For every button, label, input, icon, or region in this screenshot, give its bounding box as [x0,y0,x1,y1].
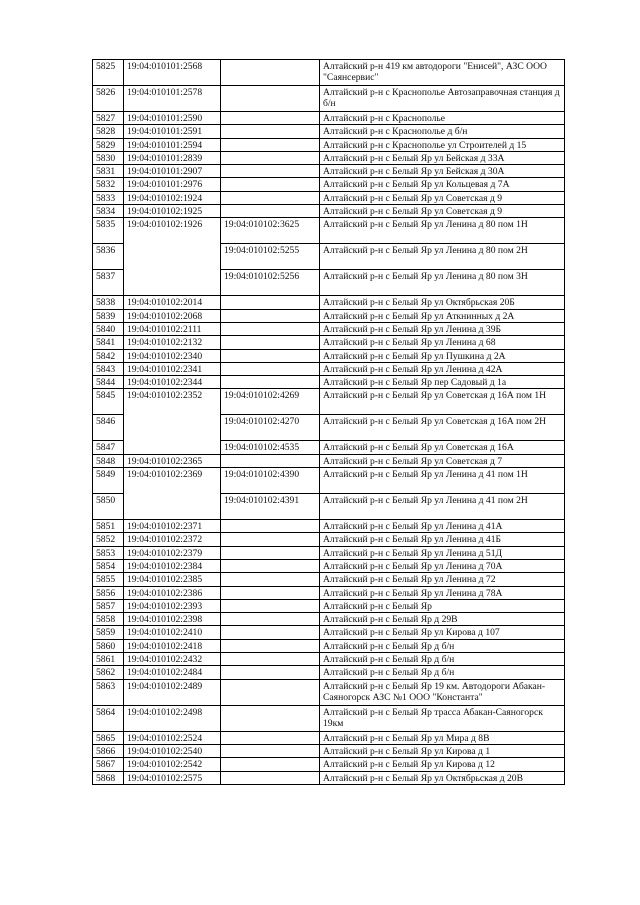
address-cell: Алтайский р-н с Белый Яр ул Советская д 9 [320,191,565,204]
address-cell: Алтайский р-н с Краснополье ул Строителей д 15 [320,138,565,151]
sub-cadastral-number-cell [221,666,320,679]
cadastral-number-cell: 19:04:010102:2068 [124,309,221,322]
cadastral-number-cell: 19:04:010101:2594 [124,138,221,151]
sub-cadastral-number-cell [221,758,320,771]
cadastral-number-cell: 19:04:010101:2839 [124,151,221,164]
row-number-cell: 5848 [93,454,124,467]
table-row [93,191,565,204]
address-cell: Алтайский р-н с Белый Яр 19 км. Автодороги Абакан-Саяногорск АЗС №1 ООО "Константа" [320,679,565,705]
sub-cadastral-number-cell [221,138,320,151]
address-cell: Алтайский р-н с Белый Яр ул Кирова д 1 [320,744,565,757]
row-number-cell: 5838 [93,296,124,309]
address-cell: Алтайский р-н с Краснополье д б/н [320,125,565,138]
cadastral-number-cell: 19:04:010102:2432 [124,653,221,666]
row-number-cell: 5847 [93,441,124,454]
row-number-cell: 5867 [93,758,124,771]
table-row [93,362,565,375]
registry-body [93,60,565,785]
row-number-cell: 5836 [93,244,124,270]
cadastral-number-cell: 19:04:010102:2341 [124,362,221,375]
address-cell: Алтайский р-н с Белый Яр ул Кирова д 107 [320,626,565,639]
sub-cadastral-number-cell [221,362,320,375]
table-row [93,744,565,757]
table-row [93,546,565,559]
sub-cadastral-number-cell [221,520,320,533]
sub-cadastral-number-cell [221,178,320,191]
table-row [93,165,565,178]
sub-cadastral-number-cell [221,626,320,639]
address-cell: Алтайский р-н с Краснополье Автозаправочная станция д б/н [320,86,565,112]
sub-cadastral-number-cell [221,86,320,112]
sub-cadastral-number-cell [221,679,320,705]
row-number-cell: 5865 [93,731,124,744]
address-cell: Алтайский р-н с Белый Яр д б/н [320,666,565,679]
cadastral-number-cell: 19:04:010101:2568 [124,60,221,86]
sub-cadastral-number-cell [221,191,320,204]
row-number-cell: 5859 [93,626,124,639]
row-number-cell: 5855 [93,573,124,586]
sub-cadastral-number-cell: 19:04:010102:5256 [221,270,320,296]
row-number-cell: 5862 [93,666,124,679]
cadastral-number-cell: 19:04:010102:2365 [124,454,221,467]
cadastral-number-cell: 19:04:010102:2489 [124,679,221,705]
sub-cadastral-number-cell [221,112,320,125]
table-row [93,468,565,494]
cadastral-number-cell: 19:04:010102:1925 [124,205,221,218]
row-number-cell: 5826 [93,86,124,112]
table-row [93,705,565,731]
table-row [93,205,565,218]
sub-cadastral-number-cell [221,309,320,322]
row-number-cell: 5831 [93,165,124,178]
row-number-cell: 5863 [93,679,124,705]
cadastral-number-cell: 19:04:010102:2524 [124,731,221,744]
address-cell: Алтайский р-н с Белый Яр д б/н [320,653,565,666]
address-cell: Алтайский р-н с Белый Яр ул Ленина д 70А [320,559,565,572]
row-number-cell: 5846 [93,415,124,441]
table-row [93,376,565,389]
row-number-cell: 5853 [93,546,124,559]
table-row [93,679,565,705]
row-number-cell: 5845 [93,389,124,415]
row-number-cell: 5832 [93,178,124,191]
row-number-cell: 5840 [93,322,124,335]
row-number-cell: 5868 [93,771,124,784]
cadastral-number-cell: 19:04:010102:2111 [124,322,221,335]
address-cell: Алтайский р-н с Белый Яр ул Ленина д 68 [320,336,565,349]
sub-cadastral-number-cell [221,744,320,757]
row-number-cell: 5844 [93,376,124,389]
sub-cadastral-number-cell [221,573,320,586]
row-number-cell: 5834 [93,205,124,218]
address-cell: Алтайский р-н с Белый Яр трасса Абакан-Саяногорск 19км [320,705,565,731]
address-cell: Алтайский р-н с Белый Яр ул Советская д 7 [320,454,565,467]
row-number-cell: 5861 [93,653,124,666]
sub-cadastral-number-cell [221,639,320,652]
address-cell: Алтайский р-н с Белый Яр ул Ленина д 41 пом 2Н [320,494,565,520]
sub-cadastral-number-cell [221,546,320,559]
row-number-cell: 5854 [93,559,124,572]
row-number-cell: 5856 [93,586,124,599]
sub-cadastral-number-cell: 19:04:010102:4269 [221,389,320,415]
address-cell: Алтайский р-н с Белый Яр ул Пушкина д 2А [320,349,565,362]
table-row [93,86,565,112]
address-cell: Алтайский р-н с Белый Яр ул Аткнинных д 2А [320,309,565,322]
row-number-cell: 5858 [93,613,124,626]
row-number-cell: 5825 [93,60,124,86]
address-cell: Алтайский р-н с Белый Яр ул Октябрьская 20Б [320,296,565,309]
address-cell: Алтайский р-н с Белый Яр ул Кирова д 12 [320,758,565,771]
table-row [93,125,565,138]
table-row [93,666,565,679]
row-number-cell: 5851 [93,520,124,533]
cadastral-number-cell: 19:04:010101:2907 [124,165,221,178]
table-row [93,349,565,362]
table-row [93,653,565,666]
cadastral-number-cell: 19:04:010102:2498 [124,705,221,731]
cadastral-number-cell: 19:04:010102:2393 [124,599,221,612]
cadastral-number-cell: 19:04:010102:2542 [124,758,221,771]
table-row [93,218,565,244]
row-number-cell: 5829 [93,138,124,151]
cadastral-number-cell: 19:04:010102:2379 [124,546,221,559]
row-number-cell: 5828 [93,125,124,138]
row-number-cell: 5833 [93,191,124,204]
row-number-cell: 5842 [93,349,124,362]
sub-cadastral-number-cell: 19:04:010102:4390 [221,468,320,494]
address-cell: Алтайский р-н с Белый Яр ул Бейская д 33А [320,151,565,164]
address-cell: Алтайский р-н с Белый Яр ул Мира д 8В [320,731,565,744]
sub-cadastral-number-cell [221,599,320,612]
row-number-cell: 5830 [93,151,124,164]
row-number-cell: 5837 [93,270,124,296]
address-cell: Алтайский р-н с Белый Яр ул Ленина д 41Б [320,533,565,546]
sub-cadastral-number-cell [221,771,320,784]
sub-cadastral-number-cell: 19:04:010102:4270 [221,415,320,441]
sub-cadastral-number-cell [221,322,320,335]
table-row [93,138,565,151]
table-row [93,178,565,191]
table-row [93,731,565,744]
table-row [93,520,565,533]
cadastral-number-cell: 19:04:010101:2976 [124,178,221,191]
row-number-cell: 5860 [93,639,124,652]
row-number-cell: 5864 [93,705,124,731]
sub-cadastral-number-cell [221,559,320,572]
sub-cadastral-number-cell [221,205,320,218]
cadastral-number-cell: 19:04:010102:1924 [124,191,221,204]
table-row [93,586,565,599]
row-number-cell: 5850 [93,494,124,520]
address-cell: Алтайский р-н с Белый Яр ул Ленина д 41 пом 1Н [320,468,565,494]
row-number-cell: 5866 [93,744,124,757]
cadastral-number-cell: 19:04:010102:2371 [124,520,221,533]
sub-cadastral-number-cell: 19:04:010102:4535 [221,441,320,454]
sub-cadastral-number-cell: 19:04:010102:3625 [221,218,320,244]
cadastral-number-cell: 19:04:010102:2484 [124,666,221,679]
cadastral-number-cell: 19:04:010102:2385 [124,573,221,586]
address-cell: Алтайский р-н с Белый Яр пер Садовый д 1а [320,376,565,389]
address-cell: Алтайский р-н с Белый Яр ул Советская д 16А пом 1Н [320,389,565,415]
row-number-cell: 5843 [93,362,124,375]
sub-cadastral-number-cell [221,533,320,546]
table-row [93,771,565,784]
address-cell: Алтайский р-н с Белый Яр ул Ленина д 80 пом 2Н [320,244,565,270]
registry-table [92,59,565,785]
table-row [93,309,565,322]
cadastral-number-cell: 19:04:010101:2590 [124,112,221,125]
cadastral-number-cell: 19:04:010102:2575 [124,771,221,784]
table-row [93,639,565,652]
table-row [93,322,565,335]
table-row [93,599,565,612]
cadastral-number-cell: 19:04:010102:2398 [124,613,221,626]
address-cell: Алтайский р-н с Белый Яр ул Ленина д 51Д [320,546,565,559]
table-row [93,559,565,572]
address-cell: Алтайский р-н с Белый Яр д б/н [320,639,565,652]
row-number-cell: 5835 [93,218,124,244]
cadastral-number-cell: 19:04:010102:1926 [124,218,221,296]
sub-cadastral-number-cell [221,125,320,138]
sub-cadastral-number-cell [221,586,320,599]
address-cell: Алтайский р-н 419 км автодороги "Енисей", АЗС ООО "Саянсервис" [320,60,565,86]
row-number-cell: 5852 [93,533,124,546]
table-row [93,389,565,415]
cadastral-number-cell: 19:04:010101:2578 [124,86,221,112]
address-cell: Алтайский р-н с Белый Яр ул Ленина д 72 [320,573,565,586]
sub-cadastral-number-cell [221,336,320,349]
table-row [93,60,565,86]
sub-cadastral-number-cell [221,653,320,666]
cadastral-number-cell: 19:04:010102:2410 [124,626,221,639]
table-row [93,151,565,164]
table-row [93,573,565,586]
table-row [93,533,565,546]
address-cell: Алтайский р-н с Белый Яр д 29В [320,613,565,626]
cadastral-number-cell: 19:04:010102:2372 [124,533,221,546]
cadastral-number-cell: 19:04:010102:2386 [124,586,221,599]
sub-cadastral-number-cell [221,151,320,164]
sub-cadastral-number-cell [221,454,320,467]
cadastral-number-cell: 19:04:010102:2369 [124,468,221,520]
row-number-cell: 5849 [93,468,124,494]
address-cell: Алтайский р-н с Белый Яр ул Кольцевая д 7А [320,178,565,191]
sub-cadastral-number-cell [221,376,320,389]
table-row [93,336,565,349]
sub-cadastral-number-cell [221,731,320,744]
sub-cadastral-number-cell [221,60,320,86]
address-cell: Алтайский р-н с Белый Яр [320,599,565,612]
table-row [93,296,565,309]
sub-cadastral-number-cell: 19:04:010102:4391 [221,494,320,520]
cadastral-number-cell: 19:04:010102:2540 [124,744,221,757]
table-row [93,758,565,771]
address-cell: Алтайский р-н с Белый Яр ул Бейская д 30А [320,165,565,178]
address-cell: Алтайский р-н с Белый Яр ул Ленина д 78А [320,586,565,599]
address-cell: Алтайский р-н с Белый Яр ул Советская д 16А пом 2Н [320,415,565,441]
cadastral-number-cell: 19:04:010102:2132 [124,336,221,349]
cadastral-number-cell: 19:04:010102:2352 [124,389,221,454]
cadastral-number-cell: 19:04:010102:2344 [124,376,221,389]
sub-cadastral-number-cell [221,349,320,362]
address-cell: Алтайский р-н с Белый Яр ул Ленина д 41А [320,520,565,533]
address-cell: Алтайский р-н с Белый Яр ул Советская д 16А [320,441,565,454]
table-row [93,112,565,125]
row-number-cell: 5839 [93,309,124,322]
cadastral-number-cell: 19:04:010102:2384 [124,559,221,572]
address-cell: Алтайский р-н с Белый Яр ул Ленина д 39Б [320,322,565,335]
address-cell: Алтайский р-н с Белый Яр ул Ленина д 80 пом 3Н [320,270,565,296]
table-row [93,626,565,639]
cadastral-number-cell: 19:04:010102:2014 [124,296,221,309]
address-cell: Алтайский р-н с Белый Яр ул Ленина д 80 пом 1Н [320,218,565,244]
address-cell: Алтайский р-н с Белый Яр ул Октябрьская д 20В [320,771,565,784]
sub-cadastral-number-cell [221,613,320,626]
table-row [93,613,565,626]
cadastral-number-cell: 19:04:010102:2418 [124,639,221,652]
address-cell: Алтайский р-н с Белый Яр ул Ленина д 42А [320,362,565,375]
cadastral-number-cell: 19:04:010101:2591 [124,125,221,138]
row-number-cell: 5841 [93,336,124,349]
cadastral-number-cell: 19:04:010102:2340 [124,349,221,362]
sub-cadastral-number-cell [221,165,320,178]
row-number-cell: 5827 [93,112,124,125]
sub-cadastral-number-cell: 19:04:010102:5255 [221,244,320,270]
sub-cadastral-number-cell [221,296,320,309]
row-number-cell: 5857 [93,599,124,612]
sub-cadastral-number-cell [221,705,320,731]
address-cell: Алтайский р-н с Белый Яр ул Советская д 9 [320,205,565,218]
address-cell: Алтайский р-н с Краснополье [320,112,565,125]
table-row [93,454,565,467]
